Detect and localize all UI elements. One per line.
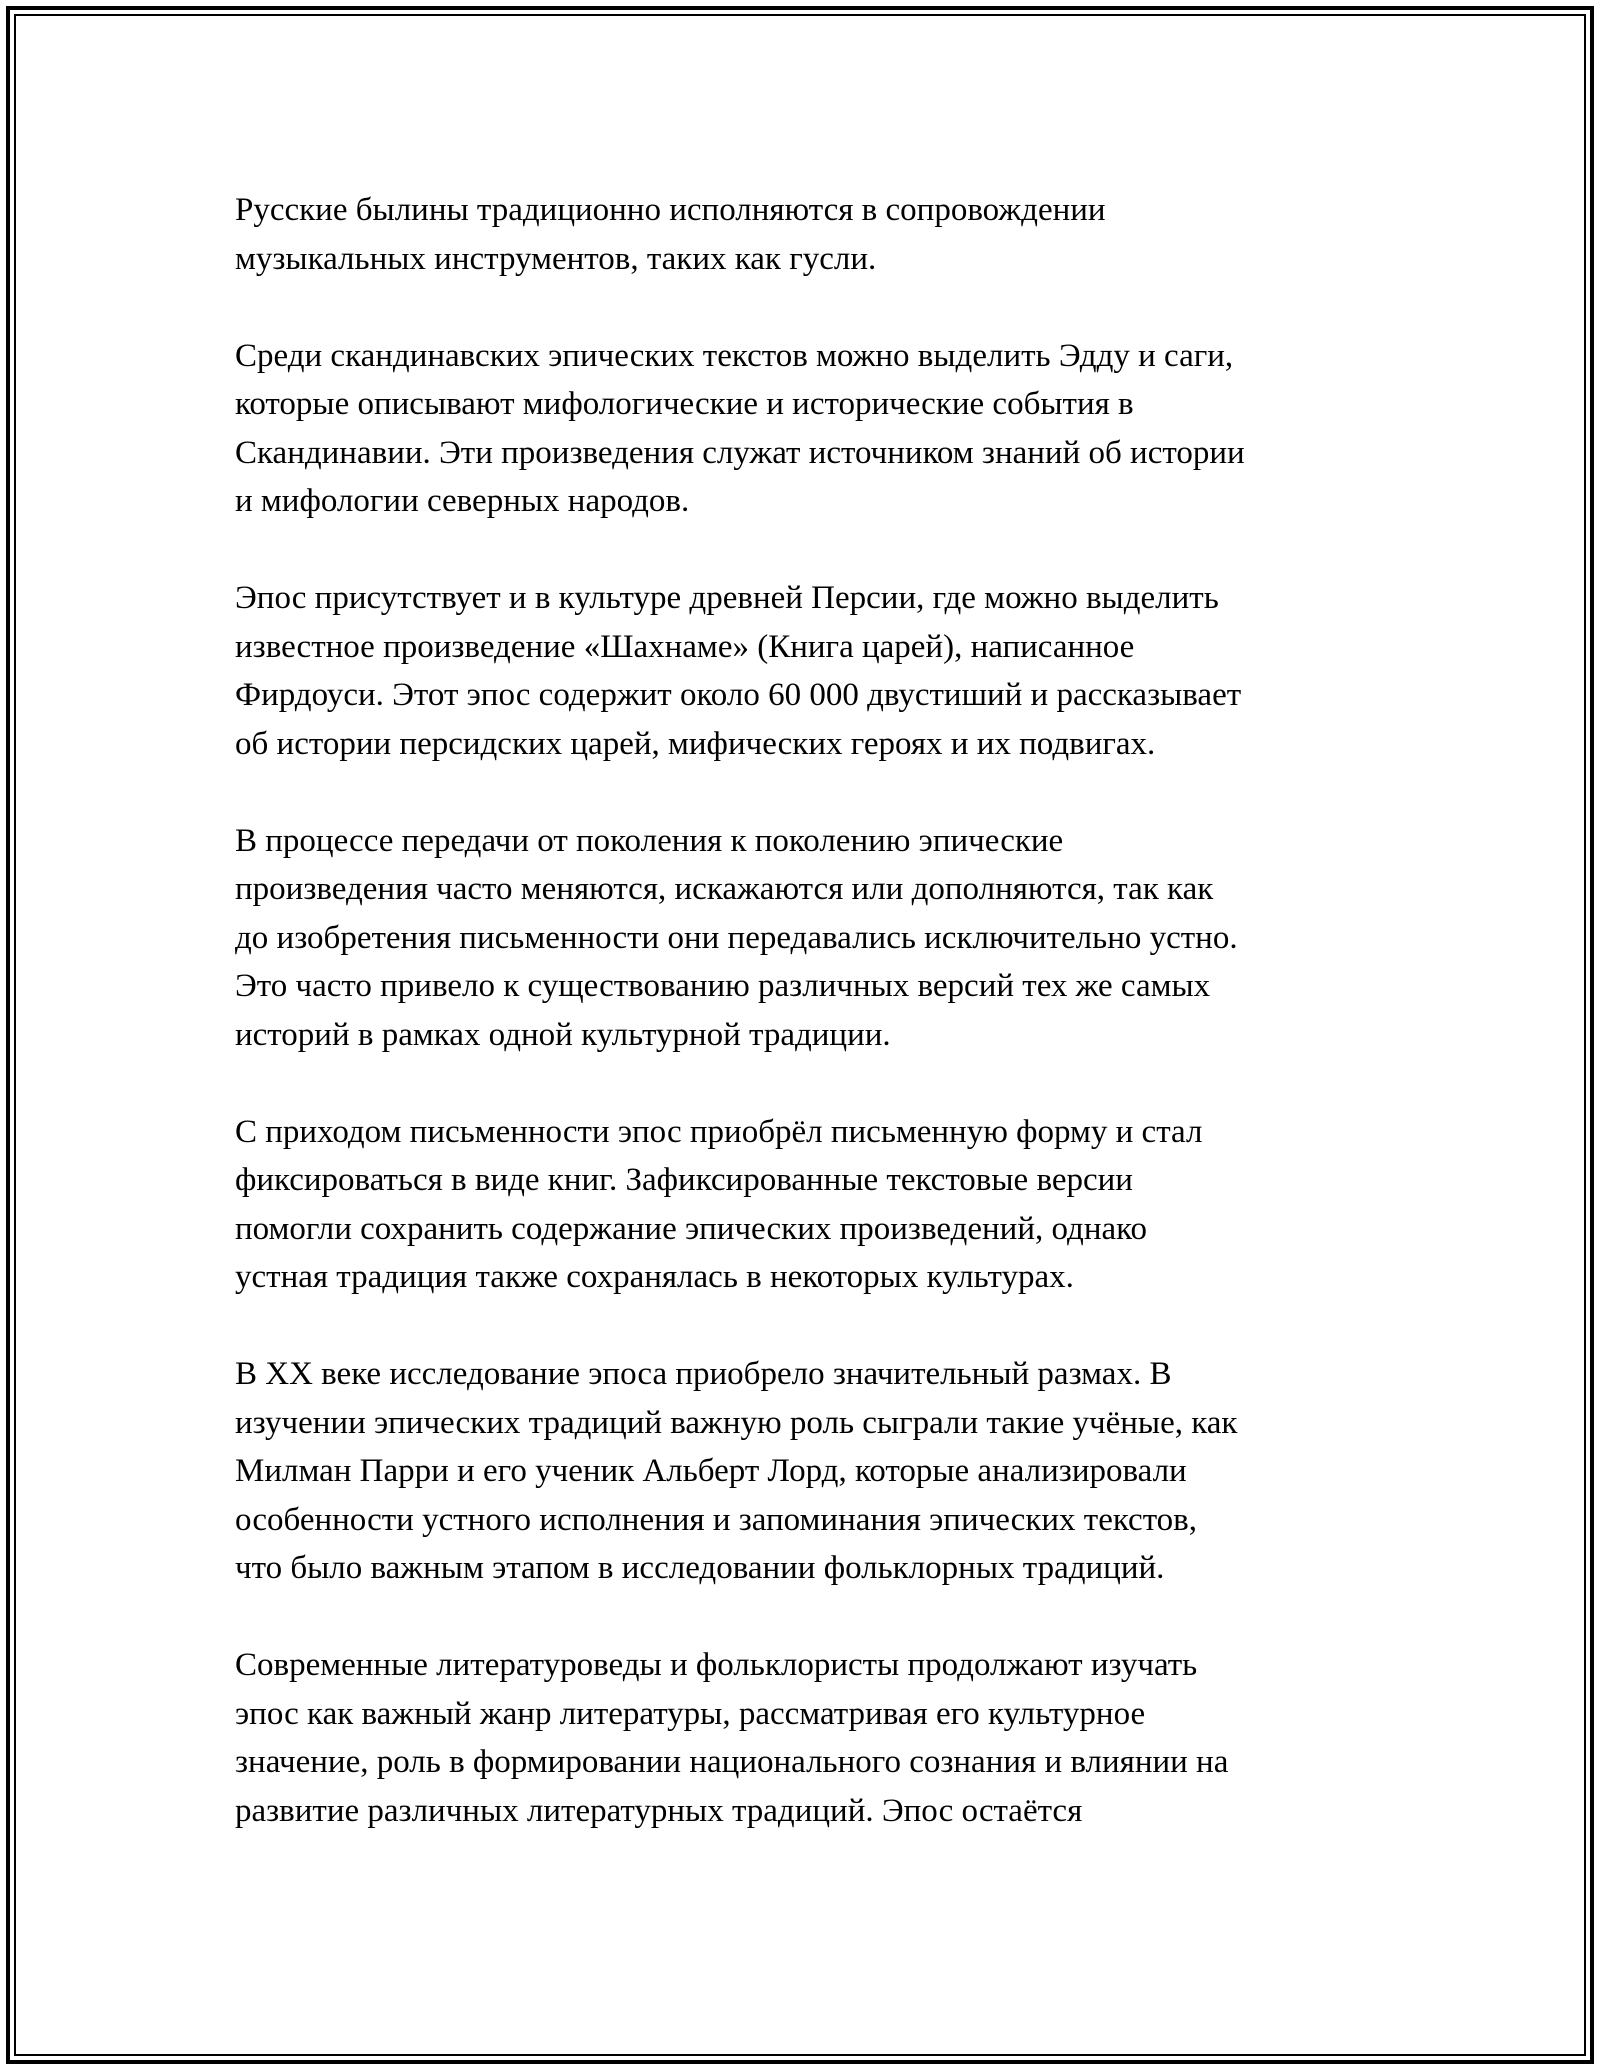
text-line: устная традиция также сохранялась в некоторых культурах. <box>235 1259 1074 1295</box>
text-line: и мифологии северных народов. <box>235 483 690 519</box>
text-line: произведения часто меняются, искажаются или дополняются, так как <box>235 871 1214 907</box>
text-line: В XX веке исследование эпоса приобрело значительный размах. В <box>235 1356 1172 1392</box>
text-line: Среди скандинавских эпических текстов можно выделить Эдду и саги, <box>235 337 1234 374</box>
paragraph <box>235 574 1385 768</box>
paragraph <box>235 332 1385 526</box>
text-line: до изобретения письменности они передавались исключительно устно. <box>235 919 1238 956</box>
paragraph <box>235 186 1385 283</box>
text-line: историй в рамках одной культурной традиции. <box>235 1016 891 1053</box>
text-line: Скандинавии. Эти произведения служат источником знаний об истории <box>235 434 1245 471</box>
text-line: Это часто привело к существованию различных версий тех же самых <box>235 968 1211 1004</box>
text-line: развитие различных литературных традиций. Эпос остаётся <box>235 1792 1083 1829</box>
paragraph <box>235 817 1385 1060</box>
text-line: Милман Парри и его ученик Альберт Лорд, которые анализировали <box>235 1453 1187 1489</box>
text-line: Современные литературоведы и фольклористы продолжают изучать <box>235 1647 1198 1683</box>
text-line: Эпос присутствует и в культуре древней Персии, где можно выделить <box>235 580 1219 616</box>
text-line: эпос как важный жанр литературы, рассматривая его культурное <box>235 1695 1146 1732</box>
text-line: что было важным этапом в исследовании фольклорных традиций. <box>235 1550 1165 1586</box>
text-line: значение, роль в формировании национального сознания и влиянии на <box>235 1744 1229 1780</box>
text-line: изучении эпических традиций важную роль сыграли такие учёные, как <box>235 1404 1238 1441</box>
paragraph <box>235 1350 1385 1593</box>
text-line: фиксироваться в виде книг. Зафиксированные текстовые версии <box>235 1162 1133 1198</box>
text-line: которые описывают мифологические и исторические события в <box>235 386 1134 422</box>
text-line: музыкальных инструментов, таких как гусли. <box>235 240 877 277</box>
document-body <box>235 186 1385 1884</box>
text-line: особенности устного исполнения и запоминания эпических текстов, <box>235 1501 1198 1538</box>
text-line: помогли сохранить содержание эпических произведений, однако <box>235 1210 1147 1247</box>
text-line: С приходом письменности эпос приобрёл письменную форму и стал <box>235 1113 1203 1150</box>
text-line: Фирдоуси. Этот эпос содержит около 60 000 двустиший и рассказывает <box>235 677 1242 713</box>
paragraph <box>235 1641 1385 1835</box>
text-line: Русские былины традиционно исполняются в сопровождении <box>235 192 1106 228</box>
text-line: об истории персидских царей, мифических героях и их подвигах. <box>235 725 1156 762</box>
text-line: В процессе передачи от поколения к поколению эпические <box>235 822 1064 859</box>
text-line: известное произведение «Шахнаме» (Книга царей), написанное <box>235 628 1135 665</box>
paragraph <box>235 1108 1385 1302</box>
